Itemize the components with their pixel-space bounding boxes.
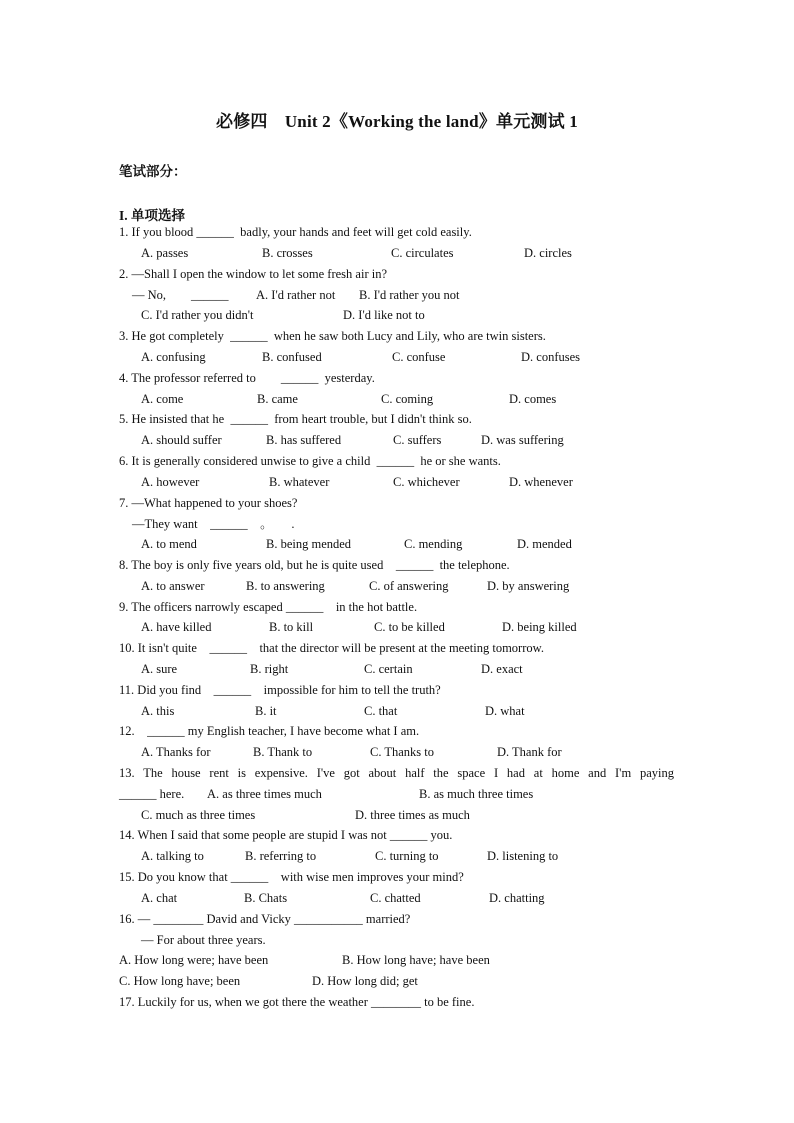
question-7-stem: 7. —What happened to your shoes? xyxy=(119,496,298,510)
question-15-option-c: C. chatted xyxy=(370,891,421,905)
question-1-option-a: A. passes xyxy=(141,246,189,260)
question-12-stem: 12. ______ my English teacher, I have become what I am. xyxy=(119,724,420,738)
question-14-option-d: D. listening to xyxy=(487,849,559,863)
question-9-option-c: C. to be killed xyxy=(374,620,445,634)
question-6-stem: 6. It is generally considered unwise to give a child ______ he or she wants. xyxy=(119,454,501,468)
question-4-stem: 4. The professor referred to ______ yesterday. xyxy=(119,371,375,385)
question-7-reply: —They want ______ 。 . xyxy=(132,517,295,531)
question-5-option-b: B. has suffered xyxy=(266,433,342,447)
question-12-option-c: C. Thanks to xyxy=(370,745,435,759)
question-13-option-d: D. three times as much xyxy=(355,808,470,822)
question-3-option-c: C. confuse xyxy=(392,350,446,364)
question-5-stem: 5. He insisted that he ______ from heart trouble, but I didn't think so. xyxy=(119,412,472,426)
question-2-option-b: B. I'd rather you not xyxy=(359,288,460,302)
question-15-option-d: D. chatting xyxy=(489,891,545,905)
question-2-option-d: D. I'd like not to xyxy=(343,308,425,322)
question-4-option-a: A. come xyxy=(141,392,184,406)
question-4-option-d: D. comes xyxy=(509,392,557,406)
question-16-stem: 16. — ________ David and Vicky ___________ married? xyxy=(119,912,411,926)
question-5-option-d: D. was suffering xyxy=(481,433,564,447)
question-13-option-b: B. as much three times xyxy=(419,787,534,801)
question-16-option-a: A. How long were; have been xyxy=(119,953,269,967)
section-heading-written: 笔试部分： xyxy=(119,164,187,179)
question-14-option-b: B. referring to xyxy=(245,849,317,863)
question-12-option-a: A. Thanks for xyxy=(141,745,211,759)
question-3-option-a: A. confusing xyxy=(141,350,206,364)
question-6-option-c: C. whichever xyxy=(393,475,460,489)
question-10-option-a: A. sure xyxy=(141,662,178,676)
question-16-option-c: C. How long have; been xyxy=(119,974,241,988)
question-2-stem: 2. —Shall I open the window to let some fresh air in? xyxy=(119,267,387,281)
question-7-option-a: A. to mend xyxy=(141,537,197,551)
question-2-option-c: C. I'd rather you didn't xyxy=(141,308,254,322)
question-2-reply: — No, ______ xyxy=(132,288,229,302)
question-9-option-d: D. being killed xyxy=(502,620,577,634)
question-7-option-d: D. mended xyxy=(517,537,572,551)
question-7-option-c: C. mending xyxy=(404,537,463,551)
question-8-option-b: B. to answering xyxy=(246,579,325,593)
question-13-option-c: C. much as three times xyxy=(141,808,256,822)
question-15-option-a: A. chat xyxy=(141,891,178,905)
question-4-option-c: C. coming xyxy=(381,392,434,406)
question-3-option-d: D. confuses xyxy=(521,350,581,364)
question-13-option-a: A. as three times much xyxy=(207,787,322,801)
question-15-option-b: B. Chats xyxy=(244,891,288,905)
question-2-option-a: A. I'd rather not xyxy=(256,288,336,302)
question-17-stem: 17. Luckily for us, when we got there the weather ________ to be fine. xyxy=(119,995,475,1009)
question-11-option-c: C. that xyxy=(364,704,398,718)
question-15-stem: 15. Do you know that ______ with wise men improves your mind? xyxy=(119,870,464,884)
question-11-option-a: A. this xyxy=(141,704,175,718)
question-8-stem: 8. The boy is only five years old, but he is quite used ______ the telephone. xyxy=(119,558,510,572)
question-9-stem: 9. The officers narrowly escaped ______ in the hot battle. xyxy=(119,600,418,614)
question-9-option-a: A. have killed xyxy=(141,620,212,634)
question-14-stem: 14. When I said that some people are stupid I was not ______ you. xyxy=(119,828,453,842)
question-10-stem: 10. It isn't quite ______ that the director will be present at the meeting tomorrow. xyxy=(119,641,544,655)
question-14-option-c: C. turning to xyxy=(375,849,439,863)
question-6-option-d: D. whenever xyxy=(509,475,573,489)
question-12-option-b: B. Thank to xyxy=(253,745,313,759)
question-14-option-a: A. talking to xyxy=(141,849,204,863)
question-16-reply: — For about three years. xyxy=(141,933,266,947)
question-12-option-d: D. Thank for xyxy=(497,745,562,759)
question-13-continuation: ______ here. xyxy=(119,787,185,801)
question-9-option-b: B. to kill xyxy=(269,620,314,634)
question-5-option-a: A. should suffer xyxy=(141,433,222,447)
question-8-option-a: A. to answer xyxy=(141,579,205,593)
question-1-option-c: C. circulates xyxy=(391,246,454,260)
question-6-option-a: A. however xyxy=(141,475,200,489)
question-3-stem: 3. He got completely ______ when he saw both Lucy and Lily, who are twin sisters. xyxy=(119,329,546,343)
question-11-stem: 11. Did you find ______ impossible for him to tell the truth? xyxy=(119,683,441,697)
question-13-stem: 13. The house rent is expensive. I've got about half the space I had at home and I'm paying xyxy=(119,766,674,780)
question-10-option-c: C. certain xyxy=(364,662,413,676)
question-1-option-b: B. crosses xyxy=(262,246,313,260)
section-heading-single-choice: I. 单项选择 xyxy=(119,208,186,223)
question-6-option-b: B. whatever xyxy=(269,475,330,489)
question-7-option-b: B. being mended xyxy=(266,537,352,551)
question-10-option-b: B. right xyxy=(250,662,289,676)
question-8-option-d: D. by answering xyxy=(487,579,570,593)
question-16-option-b: B. How long have; have been xyxy=(342,953,490,967)
question-11-option-b: B. it xyxy=(255,704,277,718)
question-11-option-d: D. what xyxy=(485,704,525,718)
question-8-option-c: C. of answering xyxy=(369,579,449,593)
question-10-option-d: D. exact xyxy=(481,662,523,676)
question-1-stem: 1. If you blood ______ badly, your hands and feet will get cold easily. xyxy=(119,225,472,239)
question-1-option-d: D. circles xyxy=(524,246,572,260)
question-5-option-c: C. suffers xyxy=(393,433,442,447)
page-title: 必修四 Unit 2《Working the land》单元测试 1 xyxy=(216,112,578,131)
question-4-option-b: B. came xyxy=(257,392,298,406)
question-3-option-b: B. confused xyxy=(262,350,322,364)
question-16-option-d: D. How long did; get xyxy=(312,974,418,988)
